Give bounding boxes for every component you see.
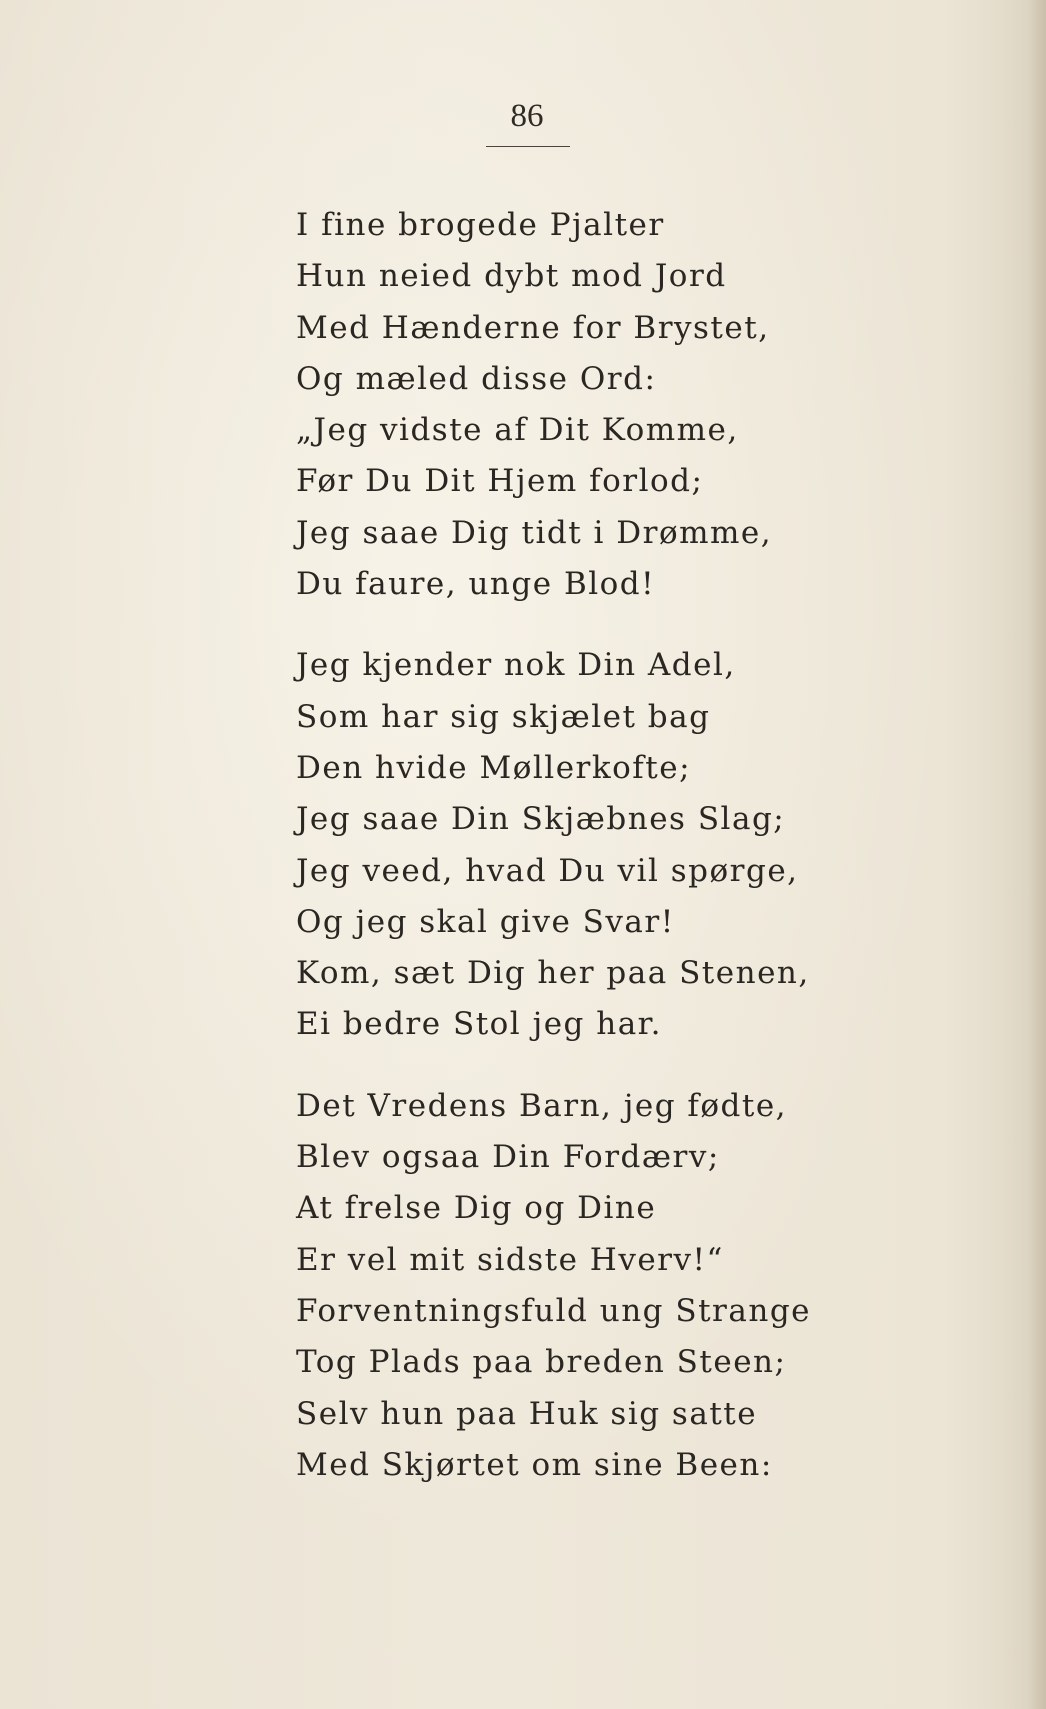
page-number-rule [486,146,570,147]
poem-line: Du faure, unge Blod! [296,566,656,603]
poem-line: Den hvide Møllerkofte; [296,749,692,786]
poem-line: Jeg saae Din Skjæbnes Slag; [296,801,786,838]
poem-line: Selv hun paa Huk sig satte [296,1395,758,1432]
stanza-1 [296,200,1016,610]
poem-line: Med Hænderne for Brystet, [296,309,770,346]
poem-line: Er vel mit sidste Hverv!“ [296,1241,724,1278]
poem-line: Kom, sæt Dig her paa Stenen, [296,955,810,992]
poem-line: Tog Plads paa breden Steen; [296,1344,787,1381]
poem-line: Før Du Dit Hjem forlod; [296,463,704,500]
page-number: 86 [510,98,544,134]
poem-line: „Jeg vidste af Dit Komme, [296,412,739,449]
poem-line: Hun neied dybt mod Jord [296,258,727,295]
poem-line: Som har sig skjælet bag [296,698,711,735]
poem-line: Det Vredens Barn, jeg fødte, [296,1087,788,1124]
poem-line: Med Skjørtet om sine Been: [296,1446,773,1483]
poem-line: Jeg veed, hvad Du vil spørge, [296,852,799,889]
poem-line: At frelse Dig og Dine [296,1190,657,1227]
poem [296,200,1016,1521]
poem-line: Forventningsfuld ung Strange [296,1292,812,1329]
poem-line: Og jeg skal give Svar! [296,903,675,940]
stanza-2 [296,640,1016,1050]
stanza-3 [296,1081,1016,1491]
poem-line: Og mæled disse Ord: [296,360,657,397]
poem-line: Jeg kjender nok Din Adel, [296,647,736,684]
poem-line: Blev ogsaa Din Fordærv; [296,1139,720,1176]
poem-line: I fine brogede Pjalter [296,207,665,243]
poem-line: Jeg saae Dig tidt i Drømme, [296,514,773,551]
poem-line: Ei bedre Stol jeg har. [296,1006,662,1043]
